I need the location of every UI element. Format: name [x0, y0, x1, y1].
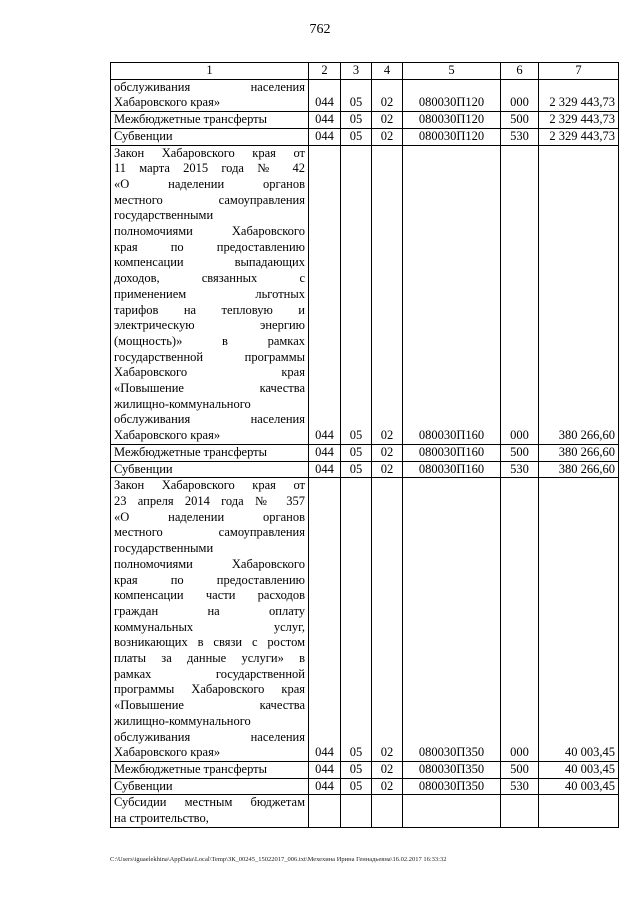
description-line: граждан на оплату	[114, 603, 305, 618]
target-article-cell	[403, 795, 501, 827]
description-cell	[111, 461, 309, 478]
section-code-cell: 05	[341, 461, 372, 478]
section-code-cell: 05	[341, 128, 372, 145]
description-line: Хабаровского края»	[114, 95, 221, 110]
admin-code-cell: 044	[309, 128, 341, 145]
description-cell	[111, 761, 309, 778]
description-line: местного самоуправления	[114, 192, 305, 207]
description-line: Межбюджетные трансферты	[114, 761, 268, 776]
section-code-cell: 05	[341, 79, 372, 111]
subsection-code-cell: 02	[372, 761, 403, 778]
amount-cell: 380 266,60	[539, 444, 619, 461]
description-line: возникающих в связи с ростом	[114, 635, 305, 650]
description-line: обслуживания населения	[114, 412, 305, 427]
expense-type-cell: 530	[501, 128, 539, 145]
description-line: Межбюджетные трансферты	[114, 444, 268, 459]
expense-type-cell: 500	[501, 761, 539, 778]
budget-table	[110, 62, 619, 828]
target-article-cell: 080030П120	[403, 128, 501, 145]
table-header-row	[111, 63, 619, 80]
description-line: края по предоставлению	[114, 572, 305, 587]
subsection-code-cell: 02	[372, 778, 403, 795]
admin-code-cell: 044	[309, 79, 341, 111]
description-line: платы за данные услуги» в	[114, 651, 305, 666]
description-line: (мощность)» в рамках	[114, 333, 305, 348]
target-article-cell: 080030П160	[403, 145, 501, 444]
description-line: рамках государственной	[114, 666, 305, 681]
expense-type-cell: 530	[501, 778, 539, 795]
file-path-footer: C:\Users\iguaelekhina\AppData\Local\Temp\ЗК_00245_15022017_006.txt\Мехехина Ирина Геннадьевна\16.02.2017 16:33:32	[110, 856, 447, 863]
column-header: 1	[111, 63, 309, 80]
description-cell	[111, 112, 309, 129]
description-line: Субсидии местным бюджетам	[114, 795, 305, 810]
description-line: «Повышение качества	[114, 381, 305, 396]
subsection-code-cell	[372, 795, 403, 827]
description-line: Хабаровского края	[114, 365, 305, 380]
table-row	[111, 444, 619, 461]
description-cell	[111, 145, 309, 444]
subsection-code-cell: 02	[372, 145, 403, 444]
admin-code-cell: 044	[309, 112, 341, 129]
description-line: компенсации части расходов	[114, 588, 305, 603]
description-line: жилищно-коммунального	[114, 396, 251, 411]
description-line: 11 марта 2015 года № 42	[114, 161, 305, 176]
description-line: жилищно-коммунального	[114, 713, 251, 728]
expense-type-cell: 530	[501, 461, 539, 478]
description-line: государственными	[114, 208, 214, 223]
description-line: электрическую энергию	[114, 318, 305, 333]
description-line: обслуживания населения	[114, 79, 305, 94]
description-cell	[111, 478, 309, 762]
description-line: доходов, связанных с	[114, 271, 305, 286]
description-line: коммунальных услуг,	[114, 619, 305, 634]
subsection-code-cell: 02	[372, 112, 403, 129]
description-line: «О наделении органов	[114, 176, 305, 191]
target-article-cell: 080030П160	[403, 461, 501, 478]
expense-type-cell: 500	[501, 112, 539, 129]
admin-code-cell: 044	[309, 761, 341, 778]
expense-type-cell	[501, 795, 539, 827]
description-cell	[111, 79, 309, 111]
description-line: Субвенции	[114, 778, 173, 793]
description-line: полномочиями Хабаровского	[114, 556, 305, 571]
amount-cell: 2 329 443,73	[539, 128, 619, 145]
subsection-code-cell: 02	[372, 461, 403, 478]
target-article-cell: 080030П350	[403, 761, 501, 778]
section-code-cell: 05	[341, 761, 372, 778]
amount-cell: 2 329 443,73	[539, 79, 619, 111]
description-cell	[111, 444, 309, 461]
section-code-cell: 05	[341, 778, 372, 795]
description-line: Субвенции	[114, 128, 173, 143]
description-line: полномочиями Хабаровского	[114, 224, 305, 239]
description-line: Хабаровского края»	[114, 428, 221, 443]
subsection-code-cell: 02	[372, 79, 403, 111]
expense-type-cell: 000	[501, 79, 539, 111]
table-row	[111, 461, 619, 478]
admin-code-cell: 044	[309, 478, 341, 762]
description-line: Закон Хабаровского края от	[114, 478, 305, 493]
description-line: государственной программы	[114, 349, 305, 364]
target-article-cell: 080030П160	[403, 444, 501, 461]
table-row	[111, 778, 619, 795]
description-line: края по предоставлению	[114, 239, 305, 254]
description-line: компенсации выпадающих	[114, 255, 305, 270]
admin-code-cell: 044	[309, 145, 341, 444]
column-header: 4	[372, 63, 403, 80]
amount-cell: 2 329 443,73	[539, 112, 619, 129]
section-code-cell: 05	[341, 444, 372, 461]
description-line: «О наделении органов	[114, 509, 305, 524]
description-line: применением льготных	[114, 286, 305, 301]
description-line: «Повышение качества	[114, 698, 305, 713]
admin-code-cell: 044	[309, 778, 341, 795]
column-header: 5	[403, 63, 501, 80]
subsection-code-cell: 02	[372, 478, 403, 762]
admin-code-cell: 044	[309, 461, 341, 478]
target-article-cell: 080030П120	[403, 79, 501, 111]
amount-cell: 380 266,60	[539, 461, 619, 478]
subsection-code-cell: 02	[372, 128, 403, 145]
description-cell	[111, 795, 309, 827]
description-line: обслуживания населения	[114, 729, 305, 744]
table-row	[111, 79, 619, 111]
description-line: Субвенции	[114, 461, 173, 476]
expense-type-cell: 000	[501, 145, 539, 444]
table-row	[111, 112, 619, 129]
description-line: 23 апреля 2014 года № 357	[114, 493, 305, 508]
description-line: государственными	[114, 541, 214, 556]
description-line: Закон Хабаровского края от	[114, 145, 305, 160]
section-code-cell: 05	[341, 145, 372, 444]
admin-code-cell	[309, 795, 341, 827]
amount-cell: 40 003,45	[539, 778, 619, 795]
section-code-cell: 05	[341, 112, 372, 129]
target-article-cell: 080030П350	[403, 778, 501, 795]
expense-type-cell: 500	[501, 444, 539, 461]
column-header: 7	[539, 63, 619, 80]
description-line: Межбюджетные трансферты	[114, 112, 268, 127]
subsection-code-cell: 02	[372, 444, 403, 461]
table-row	[111, 761, 619, 778]
amount-cell: 380 266,60	[539, 145, 619, 444]
table-row	[111, 795, 619, 827]
description-line: Хабаровского края»	[114, 745, 221, 760]
page-number: 762	[309, 22, 331, 37]
table-row	[111, 128, 619, 145]
description-line: программы Хабаровского края	[114, 682, 305, 697]
admin-code-cell: 044	[309, 444, 341, 461]
table-row	[111, 478, 619, 762]
description-cell	[111, 128, 309, 145]
description-line: тарифов на тепловую и	[114, 302, 305, 317]
amount-cell: 40 003,45	[539, 478, 619, 762]
expense-type-cell: 000	[501, 478, 539, 762]
column-header: 3	[341, 63, 372, 80]
description-line: на строительство,	[114, 811, 209, 826]
description-line: местного самоуправления	[114, 525, 305, 540]
target-article-cell: 080030П350	[403, 478, 501, 762]
column-header: 6	[501, 63, 539, 80]
target-article-cell: 080030П120	[403, 112, 501, 129]
column-header: 2	[309, 63, 341, 80]
section-code-cell: 05	[341, 478, 372, 762]
amount-cell	[539, 795, 619, 827]
section-code-cell	[341, 795, 372, 827]
table-row	[111, 145, 619, 444]
amount-cell: 40 003,45	[539, 761, 619, 778]
description-cell	[111, 778, 309, 795]
